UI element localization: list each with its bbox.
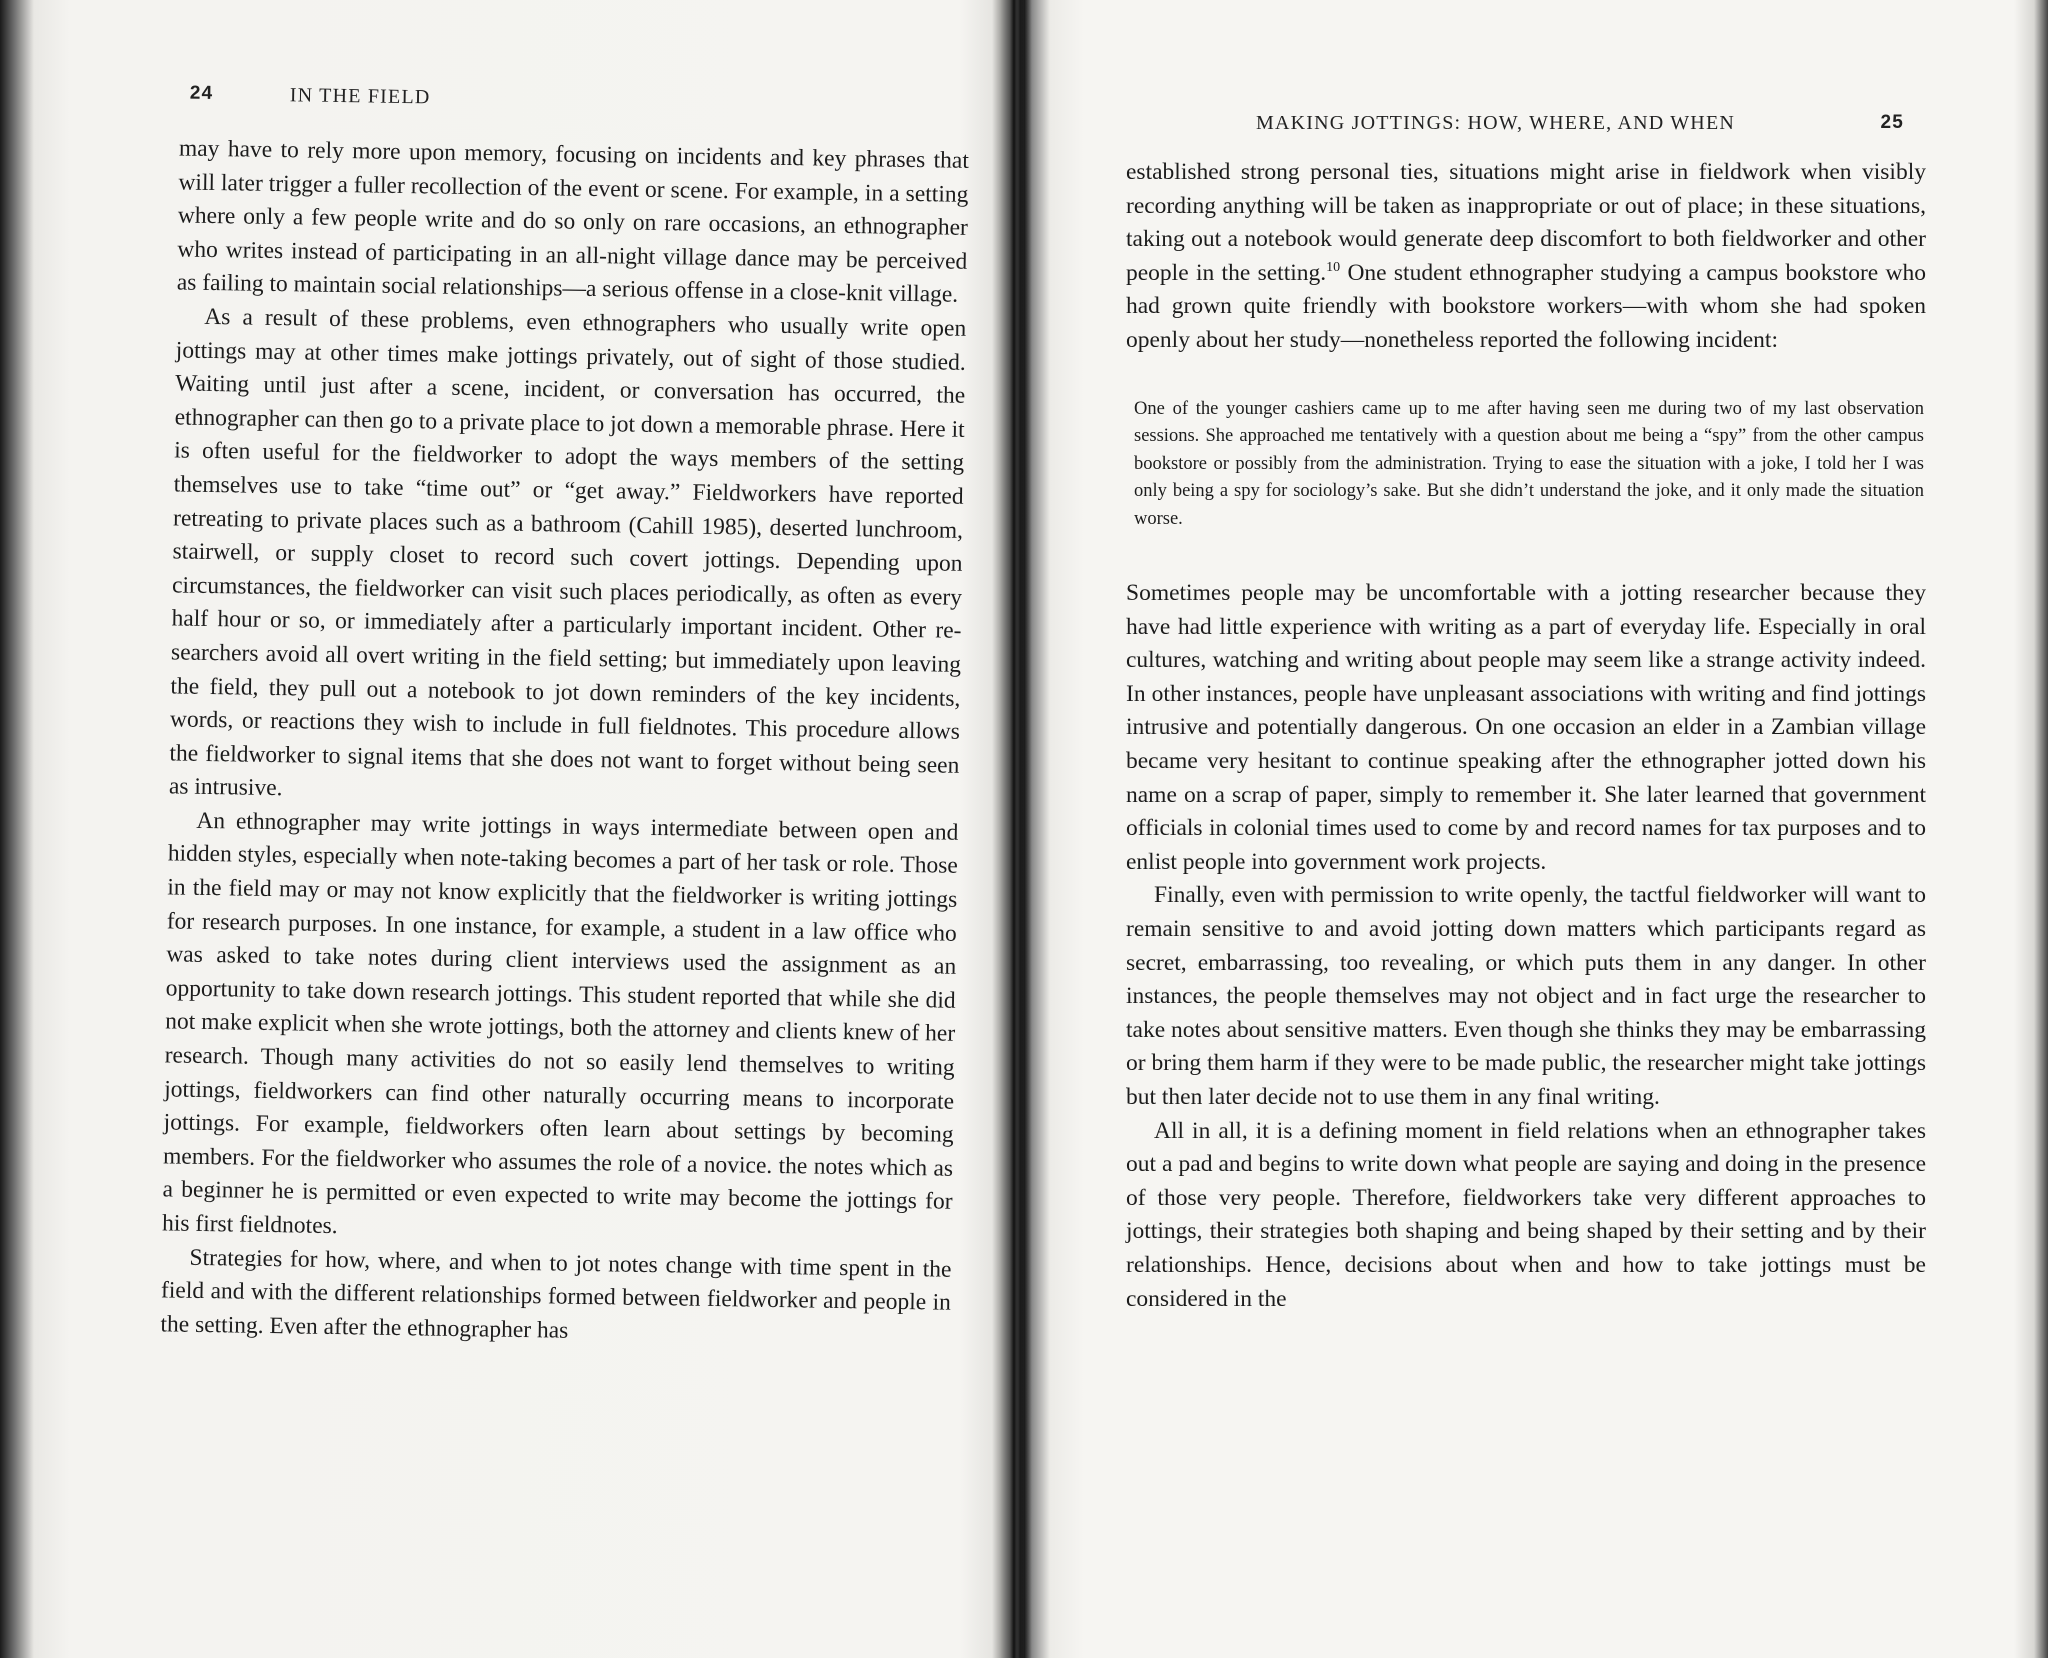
right-paragraph-text: established strong personal ties, situations might arise in fieldwork when visibly recording anything will be taken as inappropriate or out of place; in these situations, taking out a notebook would generate deep discomfort to both fieldworker and other people in the setting.: [1126, 159, 1926, 286]
book-gutter: [992, 0, 1032, 1658]
left-running-head: [149, 82, 949, 129]
block-quote: One of the younger cashiers came up to me after having seen me during two of my last observation sessions. She approached me tentatively with a question about me being a “spy” from the other campus bookstore or possibly from the administration. Trying to ease the situation with a joke, I told her I was only being a spy for sociology’s sake. But she didn’t understand the joke, and it only made the situation worse.: [1134, 398, 1924, 529]
left-text-block: [130, 82, 970, 1354]
left-page-number: 24: [189, 82, 214, 104]
right-page: [1024, 0, 2048, 1658]
right-paragraph-tail: One student ethnographer studying a campus bookstore who had grown quite friendly with bookstore workers—with whom she had spoken openly about her study—nonetheless reported the following incident:: [1126, 259, 1926, 353]
left-paragraph: As a result of these problems, even ethnographers who usually write open jottings may at other times make jottings privately, out of sight of those studied. Waiting until just after a scene, incident, or conversation has occurred, the ethnographer can then go to a private place to jot down a memorable phrase. Here it is often useful for the fieldworker to adopt the ways members of the setting themselves use to take “time out” or “get away.” Fieldworkers have reported retreating to private places such as a bathroom (Cahill 1985), deserted lunchroom, stairwell, or supply closet to record such covert jottings. Depending upon circumstances, the fieldworker can visit such places periodically, as often as every half hour or so, or immediately after a particularly important incident. Other researchers avoid all overt writing in the field setting; but immediately upon leaving the field, they pull out a notebook to jot down reminders of the key incidents, words, or reactions they wish to include in full fieldnotes. This procedure allows the fieldworker to signal items that she does not want to forget without being seen as intrusive.: [168, 303, 967, 802]
right-running-title: MAKING JOTTINGS: HOW, WHERE, AND WHEN: [1256, 112, 1736, 134]
left-running-title: IN THE FIELD: [289, 84, 431, 109]
right-page-number: 25: [1880, 112, 1904, 133]
right-paragraph: Sometimes people may be uncomfortable with a jotting researcher because they have had little experience with writing as a part of everyday life. Especially in oral cultures, watching and writing about people may seem like a strange activity indeed. In other instances, people have unpleasant associations with writing and find jottings intrusive and potentially dangerous. On one occasion an elder in a Zambian village became very hesitant to continue speaking after the ethnographer jotted down his name on a scrap of paper, simply to remember it. She later learned that government officials in colonial times used to come by and record names for tax purposes and to enlist people into government work projects.: [1126, 580, 1926, 875]
left-paragraph: An ethnographer may write jottings in ways intermediate between open and hidden styles, especially when note-taking becomes a part of her task or role. Those in the field may or may not know explicitly that the fieldworker is writing jottings for research purposes. In one instance, for example, a student in a law office who was asked to take notes during client interviews used the assignment as an opportunity to take down research jottings. This student reported that while she did not make explicit when she wrote jottings, both the attorney and clients knew of her research. Though many activities do not so easily lend themselves to writing jottings, fieldworkers can find other naturally occurring means to incorporate jottings. For example, fieldworkers often learn about settings by becoming members. For the fieldworker who assumes the role of a novice. the notes which as a beginner he is permitted or even expected to write may become the jottings for his first fieldnotes.: [161, 807, 959, 1240]
left-paragraph: Strategies for how, where, and when to jot notes change with time spent in the field and with the different relationships formed between fieldworker and people in the setting. Even after the ethnographer has: [160, 1244, 952, 1344]
right-text-block: [1126, 112, 1926, 1316]
right-paragraph: Finally, even with permission to write openly, the tactful fieldworker will want to remain sensitive to and avoid jotting down matters which participants regard as secret, embarrassing, too revealing, or which puts them in any danger. In other instances, the people themselves may not object and in fact urge the researcher to take notes about sensitive matters. Even though she thinks they may be embarrassing or bring them harm if they were to be made public, the researcher might take jottings but then later decide not to use them in any final writing.: [1126, 882, 1926, 1110]
left-paragraph: may have to rely more upon memory, focusing on incidents and key phrases that will later trigger a fuller recollection of the event or scene. For example, in a setting where only a few people write and do so only on rare occasions, an ethnographer who writes instead of participating in an all-night village dance may be perceived as failing to maintain social relationships—a serious offense in a close-knit village.: [176, 135, 970, 309]
footnote-ref: 10: [1326, 259, 1341, 275]
right-paragraph: [1126, 156, 1926, 358]
right-body: [1126, 156, 1926, 1316]
right-running-head: [1126, 112, 1926, 146]
left-body: [160, 132, 969, 1354]
left-page: [0, 0, 1020, 1658]
right-paragraph: All in all, it is a defining moment in field relations when an ethnographer takes out a pad and begins to write down what people are saying and doing in the presence of those very people. Therefore, fieldworkers take very different approaches to jottings, their strategies both shaping and being shaped by their setting and by their relationships. Hence, decisions about when and how to take jottings must be considered in the: [1126, 1117, 1926, 1312]
